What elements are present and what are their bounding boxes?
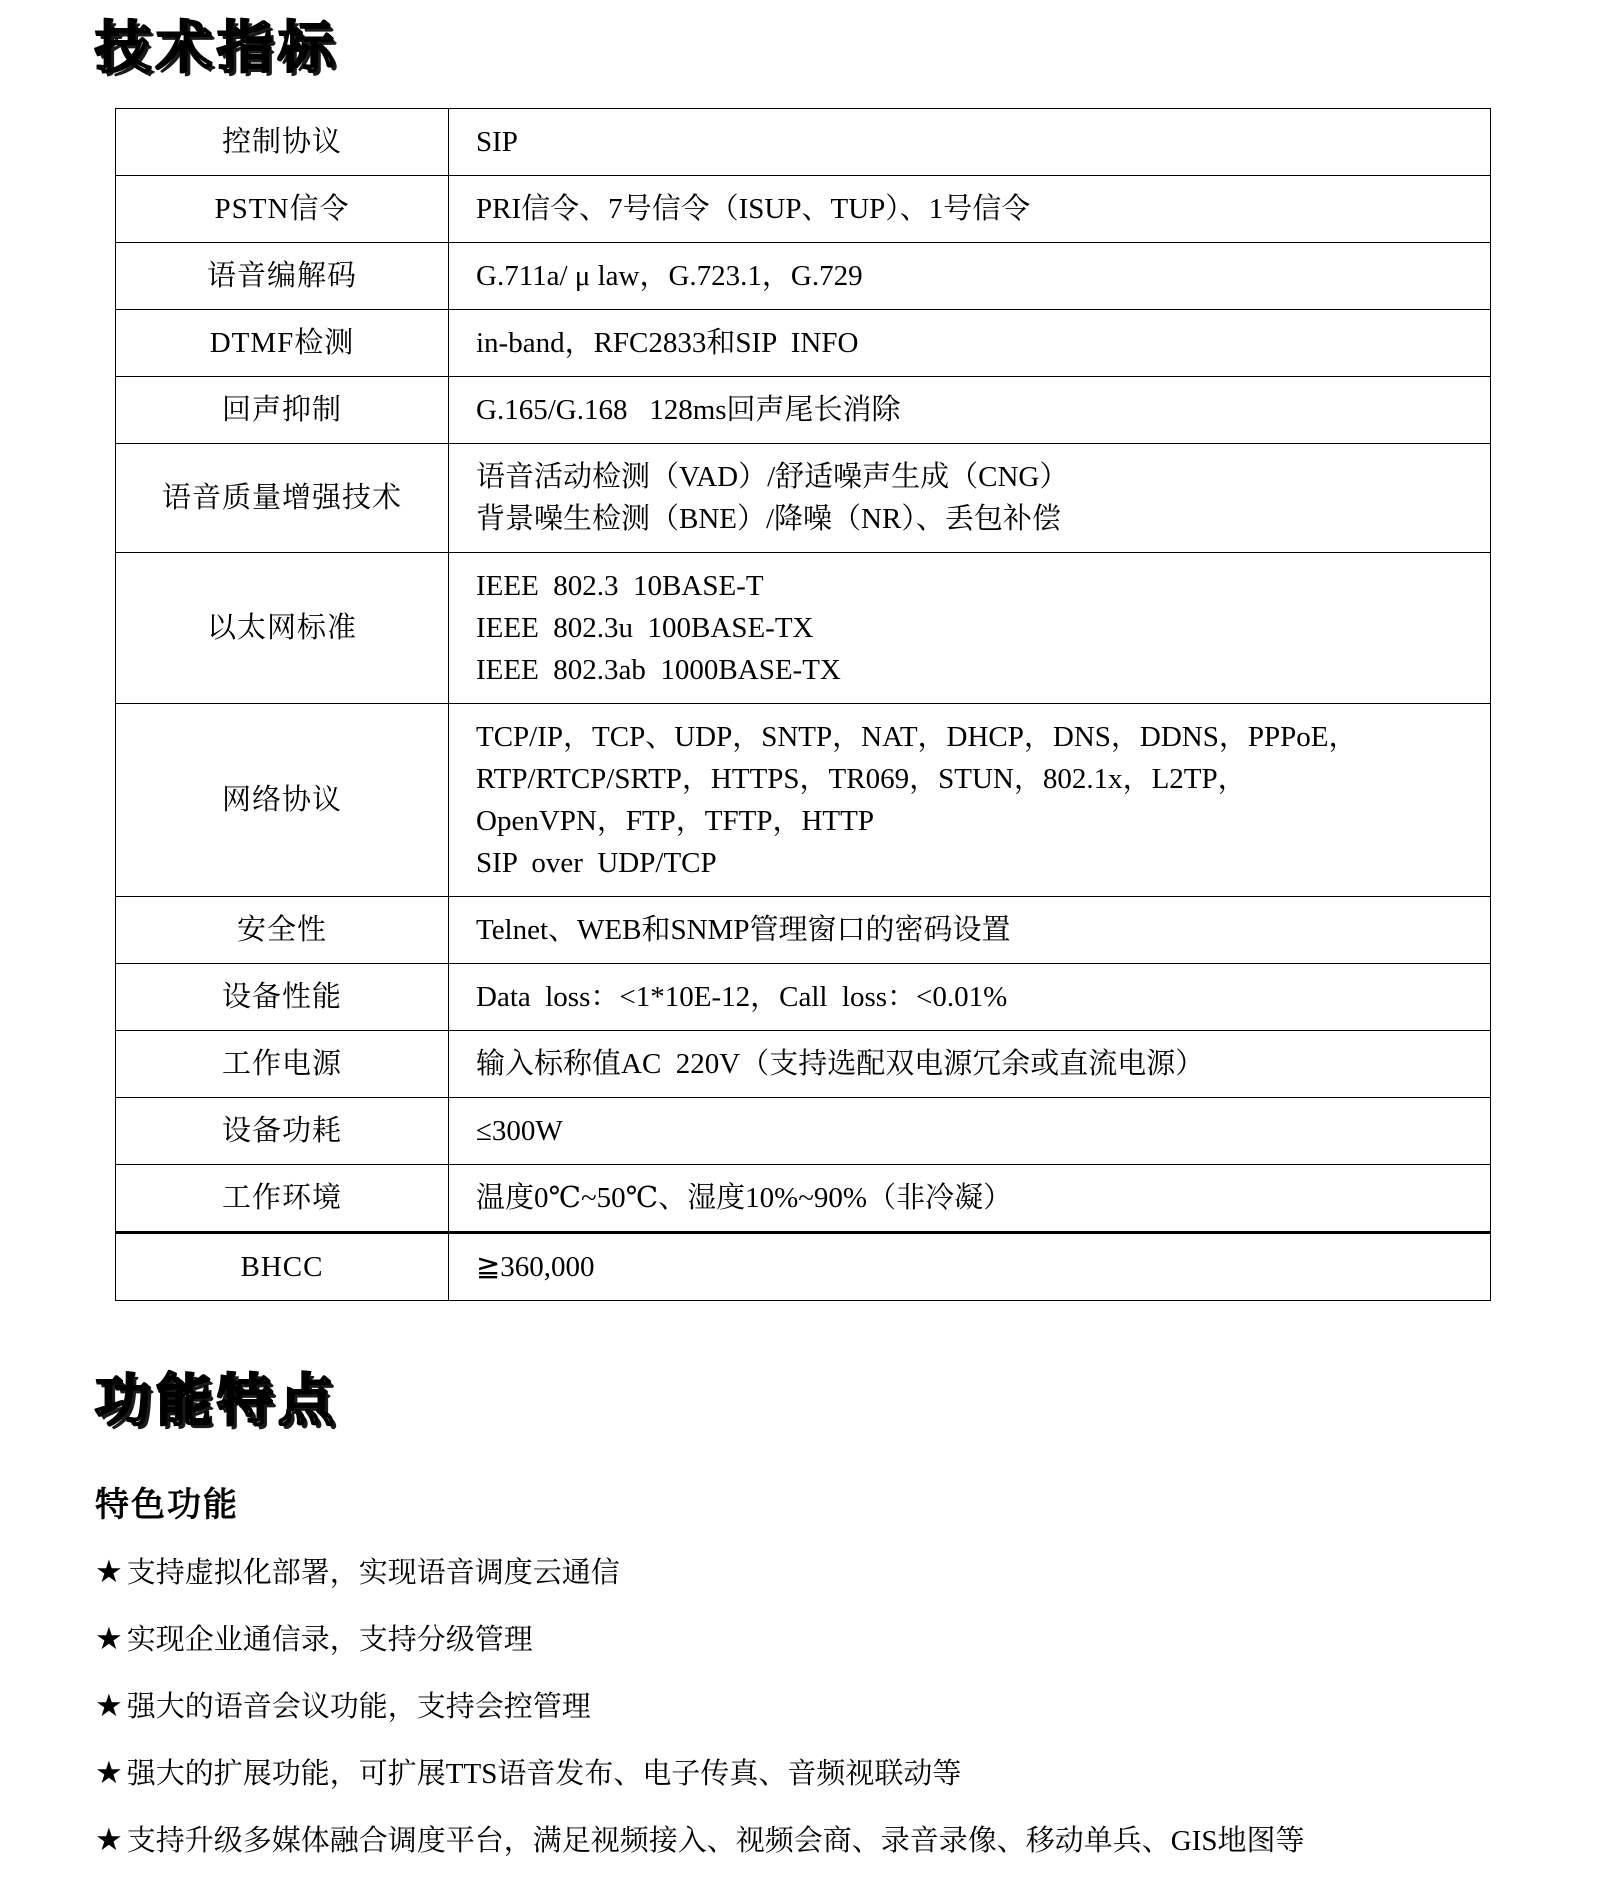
spec-value-line: 背景噪生检测（BNE）/降噪（NR）、丢包补偿 [476,503,1061,535]
spec-label: 安全性 [116,897,449,964]
feature-item-text: 支持虚拟化部署，实现语音调度云通信 [126,1557,620,1589]
spec-value-line: IEEE 802.3 10BASE-T [476,570,764,602]
spec-label: 以太网标准 [116,553,449,704]
spec-label: 语音质量增强技术 [116,444,449,553]
spec-table-row [116,1031,1491,1098]
feature-item [95,1820,1605,1861]
tech-specs-title: 技术指标 [95,16,339,79]
spec-label: 网络协议 [116,704,449,897]
feature-list [95,1552,1605,1861]
spec-value-line: Telnet、WEB和SNMP管理窗口的密码设置 [476,914,1011,946]
feature-item-text: 实现企业通信录，支持分级管理 [126,1624,533,1656]
spec-value-line: G.711a/ μ law，G.723.1，G.729 [476,260,863,292]
spec-value-line: RTP/RTCP/SRTP，HTTPS，TR069，STUN，802.1x，L2TP， [476,763,1247,795]
spec-value [449,1031,1491,1098]
spec-label: 工作电源 [116,1031,449,1098]
spec-value-line: PRI信令、7号信令（ISUP、TUP）、1号信令 [476,193,1031,225]
spec-value-line: SIP over UDP/TCP [476,847,717,879]
spec-table [115,108,1491,1301]
spec-table-row [116,109,1491,176]
spec-table-row [116,964,1491,1031]
spec-label: BHCC [116,1233,449,1301]
spec-table-row [116,444,1491,553]
special-features-title: 特色功能 [95,1486,239,1524]
spec-table-body [116,109,1491,1301]
feature-item [95,1753,1605,1794]
spec-value-line: IEEE 802.3u 100BASE-TX [476,612,814,644]
spec-label: 工作环境 [116,1165,449,1233]
spec-label: 回声抑制 [116,377,449,444]
spec-table-row [116,243,1491,310]
spec-label: DTMF检测 [116,310,449,377]
feature-item [95,1552,1605,1593]
spec-value [449,553,1491,704]
spec-label: 设备功耗 [116,1098,449,1165]
spec-value [449,1098,1491,1165]
spec-value [449,704,1491,897]
spec-table-row [116,1098,1491,1165]
spec-value-line: ≤300W [476,1115,563,1147]
spec-label: PSTN信令 [116,176,449,243]
spec-value [449,1233,1491,1301]
spec-value [449,109,1491,176]
spec-value [449,1165,1491,1233]
spec-value [449,310,1491,377]
spec-table-row [116,176,1491,243]
feature-item-text: 强大的语音会议功能，支持会控管理 [126,1691,591,1723]
spec-value [449,964,1491,1031]
spec-table-row [116,553,1491,704]
star-bullet-icon: ★ [95,1822,123,1857]
feature-item-text: 强大的扩展功能，可扩展TTS语音发布、电子传真、音频视联动等 [126,1758,962,1790]
star-bullet-icon: ★ [95,1755,123,1790]
spec-table-row [116,1165,1491,1233]
spec-value-line: SIP [476,126,518,158]
spec-value-line: 语音活动检测（VAD）/舒适噪声生成（CNG） [476,461,1069,493]
spec-value-line: IEEE 802.3ab 1000BASE-TX [476,654,841,686]
spec-value-line: OpenVPN，FTP，TFTP，HTTP [476,805,874,837]
spec-label: 控制协议 [116,109,449,176]
spec-table-row [116,704,1491,897]
spec-value-line: in-band，RFC2833和SIP INFO [476,327,859,359]
spec-table-row [116,377,1491,444]
spec-value [449,176,1491,243]
feature-item-text: 支持升级多媒体融合调度平台，满足视频接入、视频会商、录音录像、移动单兵、GIS地图等 [126,1825,1305,1857]
spec-value [449,377,1491,444]
spec-value-line: G.165/G.168 128ms回声尾长消除 [476,394,901,426]
spec-value [449,897,1491,964]
feature-item [95,1686,1605,1727]
spec-value-line: TCP/IP，TCP、UDP，SNTP，NAT，DHCP，DNS，DDNS，PPPoE， [476,721,1358,753]
features-title: 功能特点 [95,1369,339,1432]
spec-value-line: 温度0℃~50℃、湿度10%~90%（非冷凝） [476,1182,1013,1214]
spec-table-row [116,897,1491,964]
spec-label: 语音编解码 [116,243,449,310]
star-bullet-icon: ★ [95,1688,123,1723]
star-bullet-icon: ★ [95,1554,123,1589]
spec-label: 设备性能 [116,964,449,1031]
spec-table-row [116,1233,1491,1301]
feature-item [95,1619,1605,1660]
spec-value-line: Data loss：<1*10E-12，Call loss：<0.01% [476,981,1008,1013]
spec-table-row [116,310,1491,377]
spec-value-line: 输入标称值AC 220V（支持选配双电源冗余或直流电源） [476,1048,1205,1080]
spec-value-line: ≧360,000 [476,1251,595,1283]
spec-value [449,444,1491,553]
star-bullet-icon: ★ [95,1621,123,1656]
spec-value [449,243,1491,310]
